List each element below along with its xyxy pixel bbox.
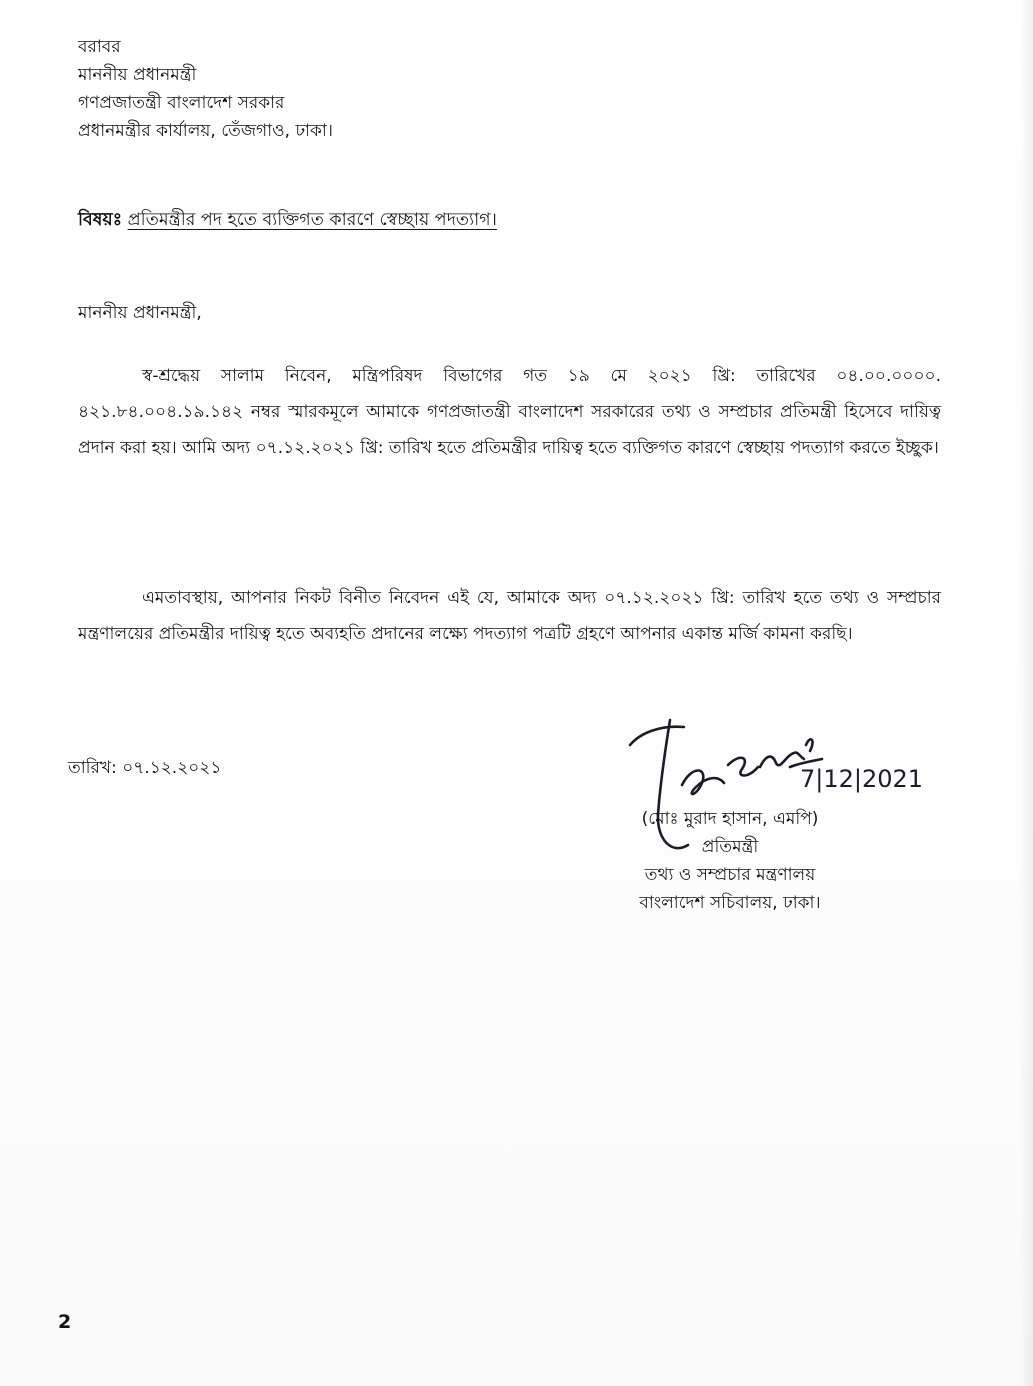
signature-block xyxy=(600,805,860,917)
handwritten-date: 7|12|2021 xyxy=(800,765,924,793)
salutation: মাননীয় প্রধানমন্ত্রী, xyxy=(78,303,202,323)
letter-date: তারিখ: ০৭.১২.২০২১ xyxy=(68,758,222,778)
body-paragraph-1: স্ব-শ্রদ্ধেয় সালাম নিবেন, মন্ত্রিপরিষদ বিভাগের গত ১৯ মে ২০২১ খ্রি: তারিখের ০৪.০০.০০০০. ৪২১.৮৪.০০৪.১৯.১৪২ নম্বর স্মারকমূলে আমাকে গণপ্রজাতন্ত্রী বাংলাদেশ সরকারের তথ্য ও সম্প্রচার প্রতিমন্ত্রী হিসেবে দায়িত্ব প্রদান করা হয়। আমি অদ্য ০৭.১২.২০২১ খ্রি: তারিখ হতে প্রতিমন্ত্রীর দায়িত্ব হতে ব্যক্তিগত কারণে স্বেচ্ছায় পদত্যাগ করতে ইচ্ছুক। xyxy=(78,366,941,458)
subject-text: প্রতিমন্ত্রীর পদ হতে ব্যক্তিগত কারণে স্বেচ্ছায় পদত্যাগ। xyxy=(127,210,497,230)
signatory-office: বাংলাদেশ সচিবালয়, ঢাকা। xyxy=(639,893,821,913)
recipient-line-3: গণপ্রজাতন্ত্রী বাংলাদেশ সরকার xyxy=(78,93,285,113)
signatory-title: প্রতিমন্ত্রী xyxy=(701,837,759,857)
recipient-line-4: প্রধানমন্ত্রীর কার্যালয়, তেঁজগাও, ঢাকা। xyxy=(78,121,333,141)
body-paragraph-2: এমতাবস্থায়, আপনার নিকট বিনীত নিবেদন এই যে, আমাকে অদ্য ০৭.১২.২০২১ খ্রি: তারিখ হতে তথ্য ও সম্প্রচার মন্ত্রণালয়ের প্রতিমন্ত্রীর দায়িত্ব হতে অব্যহতি প্রদানের লক্ষ্যে পদত্যাগ পত্রটি গ্রহণে আপনার একান্ত মর্জি কামনা করছি। xyxy=(78,588,941,644)
subject-label: বিষয়ঃ xyxy=(78,210,123,230)
scan-edge-shadow xyxy=(1019,0,1033,1386)
recipient-line-2: মাননীয় প্রধানমন্ত্রী xyxy=(78,65,197,85)
subject-line xyxy=(78,207,497,236)
recipient-line-1: বরাবর xyxy=(78,37,121,57)
page-number: 2 xyxy=(58,1311,72,1333)
signatory-ministry: তথ্য ও সম্প্রচার মন্ত্রণালয় xyxy=(644,865,816,885)
signatory-name: (মোঃ মুরাদ হাসান, এমপি) xyxy=(641,809,819,829)
